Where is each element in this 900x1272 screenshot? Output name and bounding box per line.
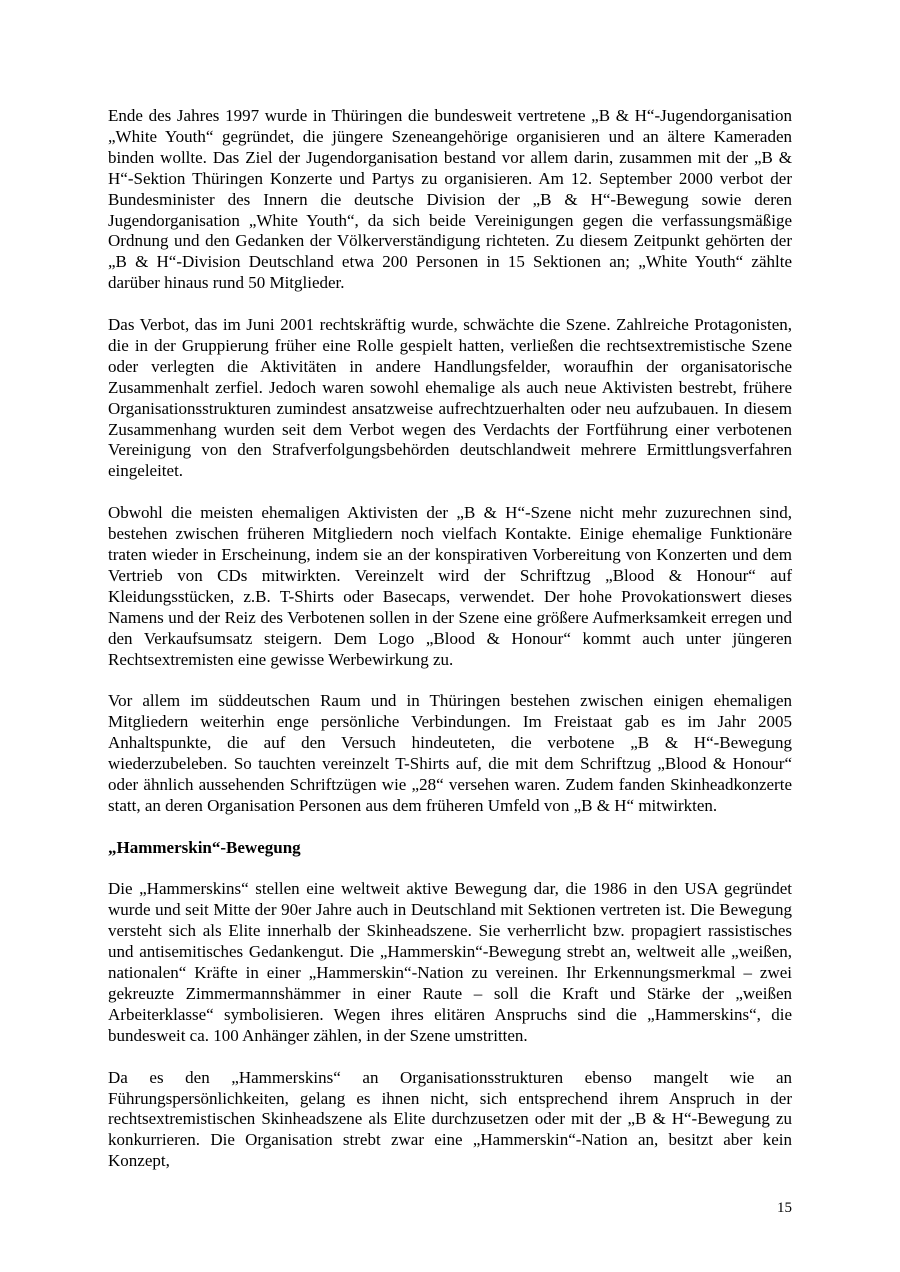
page-number: 15 [777,1200,792,1216]
paragraph-ban-consequences: Das Verbot, das im Juni 2001 rechtskräftig wurde, schwächte die Szene. Zahlreiche Protagonisten, die in der Gruppierung früher eine Rolle gespielt hatten, verließen die rechtsextremistische Szene oder verlegten die Aktivitäten in andere Handlungsfelder, woraufhin der organisatorische Zusammenhalt zerfiel. Jedoch waren sowohl ehemalige als auch neue Aktivisten bestrebt, frühere Organisationsstrukturen zumindest ansatzweise aufrechtzuerhalten oder neu aufzubauen. In diesem Zusammenhang wurden seit dem Verbot wegen des Verdachts der Fortführung einer verbotenen Vereinigung von den Strafverfolgungsbehörden deutschlandweit mehrere Ermittlungsverfahren eingeleitet. [108,315,792,481]
paragraph-hammerskins-structure: Da es den „Hammerskins“ an Organisationsstrukturen ebenso mangelt wie an Führungspersönlichkeiten, gelang es ihnen nicht, sich entsprechend ihrem Anspruch in der rechtsextremistischen Skinheadszene als Elite durchzusetzen oder mit der „B & H“-Bewegung zu konkurrieren. Die Organisation strebt zwar eine „Hammerskin“-Nation an, besitzt aber kein Konzept, [108,1067,792,1171]
document-page [108,106,792,1193]
paragraph-former-activists: Obwohl die meisten ehemaligen Aktivisten der „B & H“-Szene nicht mehr zuzurechnen sind, bestehen zwischen früheren Mitgliedern noch vielfach Kontakte. Einige ehemalige Funktionäre traten wieder in Erscheinung, indem sie an der konspirativen Vorbereitung von Konzerten und dem Vertrieb von CDs mitwirkten. Vereinzelt wird der Schriftzug „Blood & Honour“ auf Kleidungsstücken, z.B. T-Shirts oder Basecaps, verwendet. Der hohe Provokationswert dieses Namens und der Reiz des Verbotenen sollen in der Szene eine größere Aufmerksamkeit erregen und den Verkaufsumsatz steigern. Dem Logo „Blood & Honour“ kommt auch unter jüngeren Rechtsextremisten eine gewisse Werbewirkung zu. [108,503,792,669]
paragraph-southern-germany-thuringia: Vor allem im süddeutschen Raum und in Thüringen bestehen zwischen einigen ehemaligen Mitgliedern weiterhin enge persönliche Verbindungen. Im Freistaat gab es im Jahr 2005 Anhaltspunkte, die auf den Versuch hindeuteten, die verbotene „B & H“-Bewegung wiederzubeleben. So tauchten vereinzelt T-Shirts auf, die mit dem Schriftzug „Blood & Honour“ oder ähnlich aussehenden Schriftzügen wie „28“ versehen waren. Zudem fanden Skinheadkonzerte statt, an deren Organisation Personen aus dem früheren Umfeld von „B & H“ mitwirkten. [108,691,792,815]
paragraph-blood-honour-white-youth: Ende des Jahres 1997 wurde in Thüringen die bundesweit vertretene „B & H“-Jugendorganisation „White Youth“ gegründet, die jüngere Szeneangehörige organisieren und an ältere Kameraden binden wollte. Das Ziel der Jugendorganisation bestand vor allem darin, zusammen mit der „B & H“-Sektion Thüringen Konzerte und Partys zu organisieren. Am 12. September 2000 verbot der Bundesminister des Innern die deutsche Division der „B & H“-Bewegung sowie deren Jugendorganisation „White Youth“, da sich beide Vereinigungen gegen die verfassungsmäßige Ordnung und den Gedanken der Völkerverständigung richteten. Zu diesem Zeitpunkt gehörten der „B & H“-Division Deutschland etwa 200 Personen in 15 Sektionen an; „White Youth“ zählte darüber hinaus rund 50 Mitglieder. [108,106,792,293]
section-heading-hammerskin: „Hammerskin“-Bewegung [108,837,301,857]
paragraph-hammerskins-overview: Die „Hammerskins“ stellen eine weltweit aktive Bewegung dar, die 1986 in den USA gegründet wurde und seit Mitte der 90er Jahre auch in Deutschland mit Sektionen vertreten ist. Die Bewegung versteht sich als Elite innerhalb der Skinheadszene. Sie verherrlicht bzw. propagiert rassistisches und antisemitisches Gedankengut. Die „Hammerskin“-Bewegung strebt an, weltweit alle „weißen, nationalen“ Kräfte in einer „Hammerskin“-Nation zu vereinen. Ihr Erkennungsmerkmal – zwei gekreuzte Zimmermannshämmer in einer Raute – soll die Kraft und Stärke der „weißen Arbeiterklasse“ symbolisieren. Wegen ihres elitären Anspruchs sind die „Hammerskins“, die bundesweit ca. 100 Anhänger zählen, in der Szene umstritten. [108,879,792,1045]
